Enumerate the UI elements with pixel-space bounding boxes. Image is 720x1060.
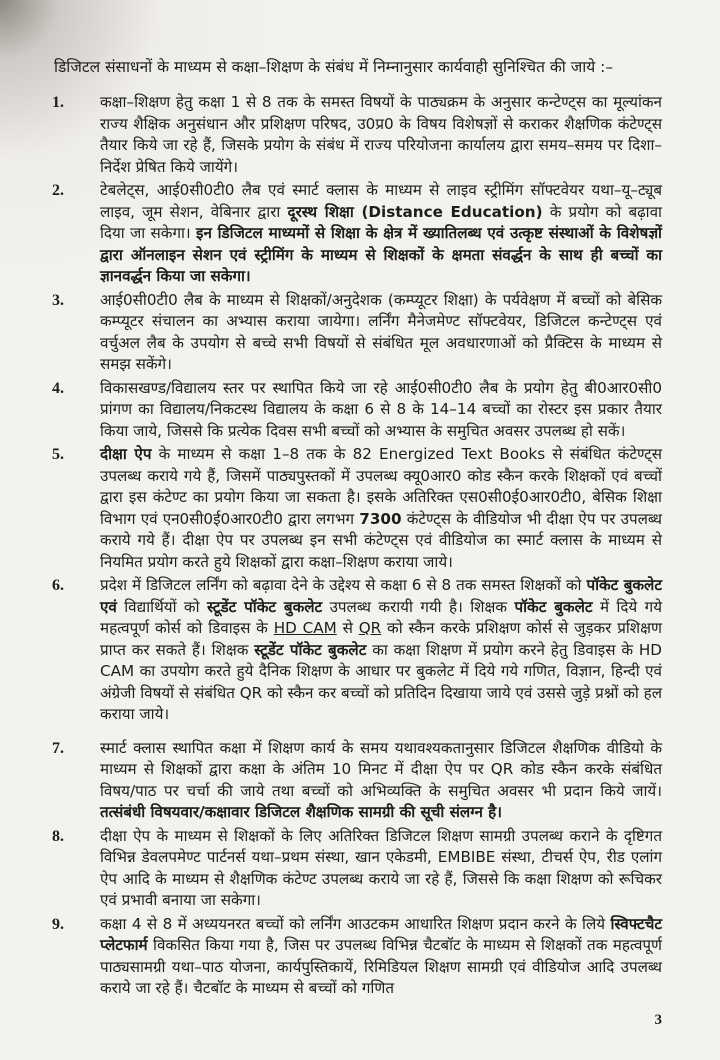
item-number: 3. (52, 291, 64, 309)
text-segment: स्मार्ट क्लास स्थापित कक्षा में शिक्षण कार्य के समय यथावश्यकतानुसार डिजिटल शैक्षणिक वीडियो के माध्यम से शिक्षकों द्वारा कक्षा के अंतिम 10 मिनट में दीक्षा ऐप पर QR कोड स्कैन करके संबंधित विषय/पाठ पर चर्चा की जाये तथा बच्चों को अभिव्यक्ति के समुचित अवसर भी प्रदान किये जायें। (100, 738, 662, 800)
list-item (52, 444, 662, 573)
list-item (52, 290, 662, 376)
item-number: 8. (52, 827, 64, 845)
item-number: 6. (52, 577, 64, 594)
bold-text-segment: पॉकेट बुकलेट (514, 597, 593, 616)
text-segment: प्रदेश में डिजिटल लर्निंग को बढ़ावा देने के उद्देश्य से कक्षा 6 से 8 तक समस्त शिक्षकों को (100, 576, 587, 594)
item-text (100, 290, 662, 376)
list-item (52, 180, 662, 288)
list-item (52, 738, 662, 824)
list-item (52, 575, 662, 726)
text-segment: के प्रयोग को बढ़ावा दिया जा सकेगा। (100, 202, 662, 242)
bold-text-segment: स्टूडेंट पॉकेट बुकलेट (254, 640, 367, 659)
item-number: 4. (52, 379, 64, 397)
list-item (52, 914, 662, 1000)
bold-text-segment: 7300 (359, 509, 402, 528)
text-segment: को स्कैन करके प्रशिक्षण कोर्स से जुड़कर प्रशिक्षण प्राप्त कर सकते हैं। शिक्षक (100, 619, 662, 659)
text-segment: उपलब्ध करायी गयी है। शिक्षक (322, 597, 515, 616)
item-text (100, 738, 662, 824)
bold-text-segment: तत्संबंधी विषयवार/कक्षावार डिजिटल शैक्षणिक सामग्री की सूची संलग्न है। (100, 803, 503, 821)
text-segment: विकसित किया गया है, जिस पर उपलब्ध विभिन्न चैटबॉट के माध्यम से शिक्षकों तक महत्वपूर्ण पाठ्यसामग्री यथा–पाठ योजना, कार्यपुस्तिकायें, रिमिडियल शिक्षण सामग्री एवं वीडियोज आदि उपलब्ध कराये जा रहे हैं। चैटबॉट के माध्यम से बच्चों को गणित (100, 936, 662, 997)
text-segment: का कक्षा शिक्षण में प्रयोग करने हेतु डिवाइस के HD CAM का उपयोग करते हुये दैनिक शिक्षण के आधार पर बुकलेट में दिये गये गणित, विज्ञान, हिन्दी एवं अंग्रेजी विषयों से संबंधित QR को स्कैन कर बच्चों को प्रतिदिन दिखाया जाये एवं उससे जुड़े प्रश्नों को हल कराया जाये। (100, 640, 662, 723)
item-text (100, 444, 662, 573)
text-segment: में दिये गये महत्वपूर्ण कोर्स को डिवाइस के (100, 597, 663, 637)
list-item (52, 378, 662, 443)
page-number: 3 (654, 1011, 662, 1028)
text-segment: कक्षा–शिक्षण हेतु कक्षा 1 से 8 तक के समस्त विषयों के पाठ्यक्रम के अनुसार कन्टेण्ट्स का मूल्यांकन राज्य शैक्षिक अनुसंधान और प्रशिक्षण परिषद, उ0प्र0 के विषय विशेषज्ञों से कराकर शैक्षणिक कंटेण्ट्स तैयार किये जा रहे हैं, जिसके प्रयोग के संबंध में राज्य परियोजना कार्यालय द्वारा समय–समय पर दिशा–निर्देश प्रेषित किये जायेंगे। (100, 93, 662, 176)
numbered-list (52, 92, 662, 1000)
intro-paragraph: डिजिटल संसाधनों के माध्यम से कक्षा–शिक्षण के संबंध में निम्नानुसार कार्यवाही सुनिश्चित की जाये :– (54, 58, 614, 76)
item-number: 1. (52, 94, 64, 111)
text-segment: विकासखण्ड/विद्यालय स्तर पर स्थापित किये जा रहे आई0सी0टी0 लैब के प्रयोग हेतु बी0आर0सी0 प्रांगण का विद्यालय/निकटस्थ विद्यालय के कक्षा 6 से 8 के 14–14 बच्चों का रोस्टर इस प्रकार तैयार किया जाये, जिससे कि प्रत्येक दिवस सभी बच्चों को अभ्यास के समुचित अवसर उपलब्ध हो सकें। (100, 378, 662, 440)
text-segment: विद्यार्थियों को (116, 597, 207, 616)
bold-text-segment: स्विफ्टचैट प्लेटफार्म (100, 914, 662, 954)
text-segment: के माध्यम से कक्षा 1–8 तक के 82 Energized Text Books से संबंधित कंटेण्ट्स उपलब्ध कराये गये हैं, जिसमें पाठ्यपुस्तकों में उपलब्ध क्यू0आर0 कोड स्कैन करके शिक्षकों एवं बच्चों द्वारा इस कंटेण्ट का प्रयोग किया जा सकता है। इसके अतिरिक्त एस0सी0ई0आर0टी0, बेसिक शिक्षा विभाग एवं एन0सी0ई0आर0टी0 द्वारा लगभग (100, 445, 663, 528)
item-text (100, 914, 662, 1000)
bold-text-segment: पॉकेट बुकलेट एवं (100, 576, 662, 616)
text-segment: QR (358, 619, 382, 637)
text-segment: कंटेण्ट्स के वीडियोज भी दीक्षा ऐप पर उपलब्ध कराये गये हैं। दीक्षा ऐप पर उपलब्ध इन सभी कंटेण्ट्स एवं वीडियोज का स्मार्ट क्लास के माध्यम से नियमित प्रयोग करते हुये शिक्षकों द्वारा कक्षा–शिक्षण कराया जाये। (100, 509, 662, 571)
item-text (100, 378, 662, 443)
text-segment: टेबलेट्स, आई0सी0टी0 लैब एवं स्मार्ट क्लास के माध्यम से लाइव स्ट्रीमिंग सॉफ्टवेयर यथा–यू–ट्यूब लाइव, जूम सेशन, वेबिनार द्वारा (100, 181, 662, 221)
item-text (100, 826, 662, 912)
bold-text-segment: इन डिजिटल माध्यमों से शिक्षा के क्षेत्र में ख्यातिलब्ध एवं उत्कृष्ट संस्थाओं के विशेषज्ञों द्वारा ऑनलाइन सेशन एवं स्ट्रीमिंग के माध्यम से शिक्षकों के क्षमता संवर्द्धन के साथ ही बच्चों का ज्ञानवर्द्धन किया जा सकेगा। (100, 224, 662, 285)
item-number: 9. (52, 915, 64, 933)
text-segment: आई0सी0टी0 लैब के माध्यम से शिक्षकों/अनुदेशक (कम्प्यूटर शिक्षा) के पर्यवेक्षण में बच्चों को बेसिक कम्प्यूटर संचालन का अभ्यास कराया जायेगा। लर्निंग मैनेजमेण्ट सॉफ्टवेयर, डिजिटल कन्टेण्ट्स एवं वर्चुअल लैब के उपयोग से बच्चे सभी विषयों से संबंधित मूल अवधारणाओं को प्रैक्टिस के माध्यम से समझ सकेंगे। (100, 290, 662, 373)
bold-text-segment: दूरस्थ शिक्षा (Distance Education) (287, 202, 543, 221)
list-item (52, 826, 662, 912)
text-segment: से (336, 619, 359, 637)
item-number: 2. (52, 182, 64, 199)
text-segment: HD CAM (273, 619, 337, 637)
item-text (100, 575, 662, 726)
item-text (100, 92, 662, 178)
item-text (100, 180, 662, 288)
bold-text-segment: स्टूडेंट पॉकेट बुकलेट (206, 597, 323, 616)
text-segment: कक्षा 4 से 8 में अध्ययनरत बच्चों को लर्निंग आउटकम आधारित शिक्षण प्रदान करने के लिये (100, 914, 611, 933)
text-segment: दीक्षा ऐप के माध्यम से शिक्षकों के लिए अतिरिक्त डिजिटल शिक्षण सामग्री उपलब्ध कराने के दृष्टिगत विभिन्न डेवलपमेण्ट पार्टनर्स यथा–प्रथम संस्था, खान एकेडमी, EMBIBE संस्था, टीचर्स ऐप, रीड एलांग ऐप आदि के माध्यम से शैक्षणिक कंटेण्ट उपलब्ध कराये जा रहे हैं, जिससे कि कक्षा शिक्षण को रूचिकर एवं प्रभावी बनाया जा सकेगा। (100, 826, 662, 909)
item-number: 5. (52, 446, 64, 463)
list-item (52, 92, 662, 178)
bold-text-segment: दीक्षा ऐप (100, 445, 152, 463)
item-number: 7. (52, 739, 64, 757)
